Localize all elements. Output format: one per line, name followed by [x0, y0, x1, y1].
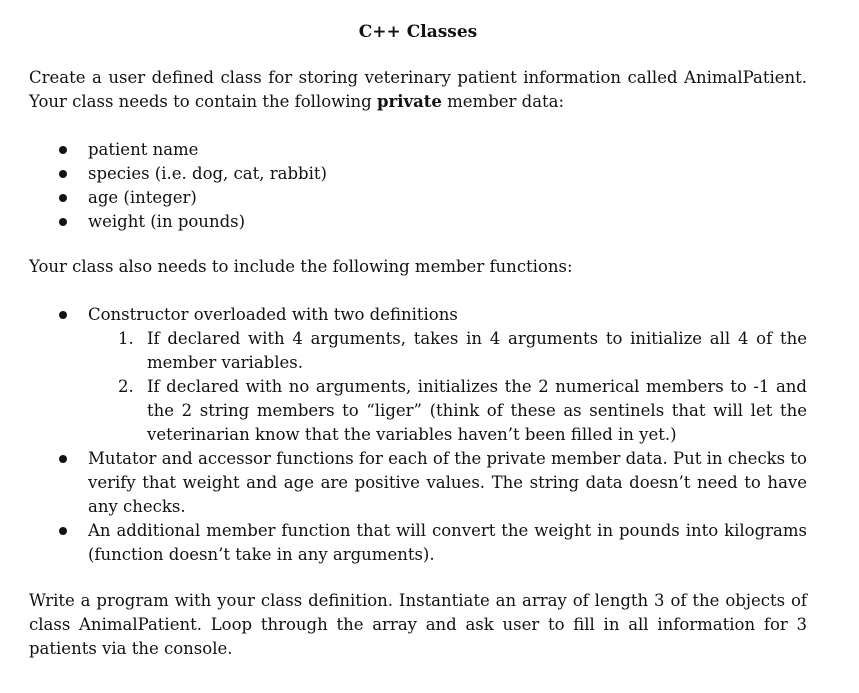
numbered-item-text: If declared with 4 arguments, takes in 4 arguments to initialize all 4 of the member variables. [147, 329, 807, 372]
bullet-icon [59, 146, 67, 154]
constructor-sub-list-container [29, 327, 807, 447]
item-number: 1. [118, 329, 134, 348]
numbered-item [88, 375, 807, 447]
bullet-icon [59, 218, 67, 226]
list-item [29, 186, 807, 210]
item-number: 2. [118, 377, 134, 396]
constructor-sub-list [88, 327, 807, 447]
page-title: C++ Classes [358, 22, 478, 42]
intro-text-before: Create a user defined class for storing veterinary patient information called AnimalPatient. Your class needs to contain the following [29, 68, 807, 111]
member-data-list [29, 138, 807, 234]
bullet-icon [59, 194, 67, 202]
list-item-convert [29, 519, 807, 567]
list-item [29, 138, 807, 162]
constructor-label: Constructor overloaded with two definitions [88, 305, 458, 324]
convert-text: An additional member function that will convert the weight in pounds into kilograms (function doesn’t take in any arguments). [88, 521, 807, 564]
intro-text-after: member data: [441, 92, 565, 111]
list-item-mutator [29, 447, 807, 519]
list-item-constructor [29, 303, 807, 327]
list-item [29, 162, 807, 186]
member-data-text: age (integer) [88, 188, 197, 207]
bullet-icon [59, 527, 67, 535]
intro-bold-word: private [376, 92, 442, 111]
numbered-item-text: If declared with no arguments, initializes the 2 numerical members to -1 and the 2 string members to “liger” (think of these as sentinels that will let the veterinarian know that the variables haven’t been filled in yet.) [147, 377, 807, 444]
member-data-text: weight (in pounds) [88, 212, 246, 231]
numbered-item [88, 327, 807, 375]
bullet-icon [59, 455, 67, 463]
mutator-text: Mutator and accessor functions for each of the private member data. Put in checks to verify that weight and age are positive values. The string data doesn’t need to have any checks. [88, 449, 807, 516]
member-data-text: patient name [88, 140, 199, 159]
member-functions-list [29, 303, 807, 567]
bullet-icon [59, 311, 67, 319]
bullet-icon [59, 170, 67, 178]
closing-paragraph: Write a program with your class definition. Instantiate an array of length 3 of the objects of class AnimalPatient. Loop through the array and ask user to fill in all information for 3 patients via the console. [29, 591, 807, 658]
list-item [29, 210, 807, 234]
member-data-text: species (i.e. dog, cat, rabbit) [88, 164, 327, 183]
intro-paragraph [29, 66, 807, 114]
functions-intro-paragraph: Your class also needs to include the following member functions: [29, 257, 573, 276]
